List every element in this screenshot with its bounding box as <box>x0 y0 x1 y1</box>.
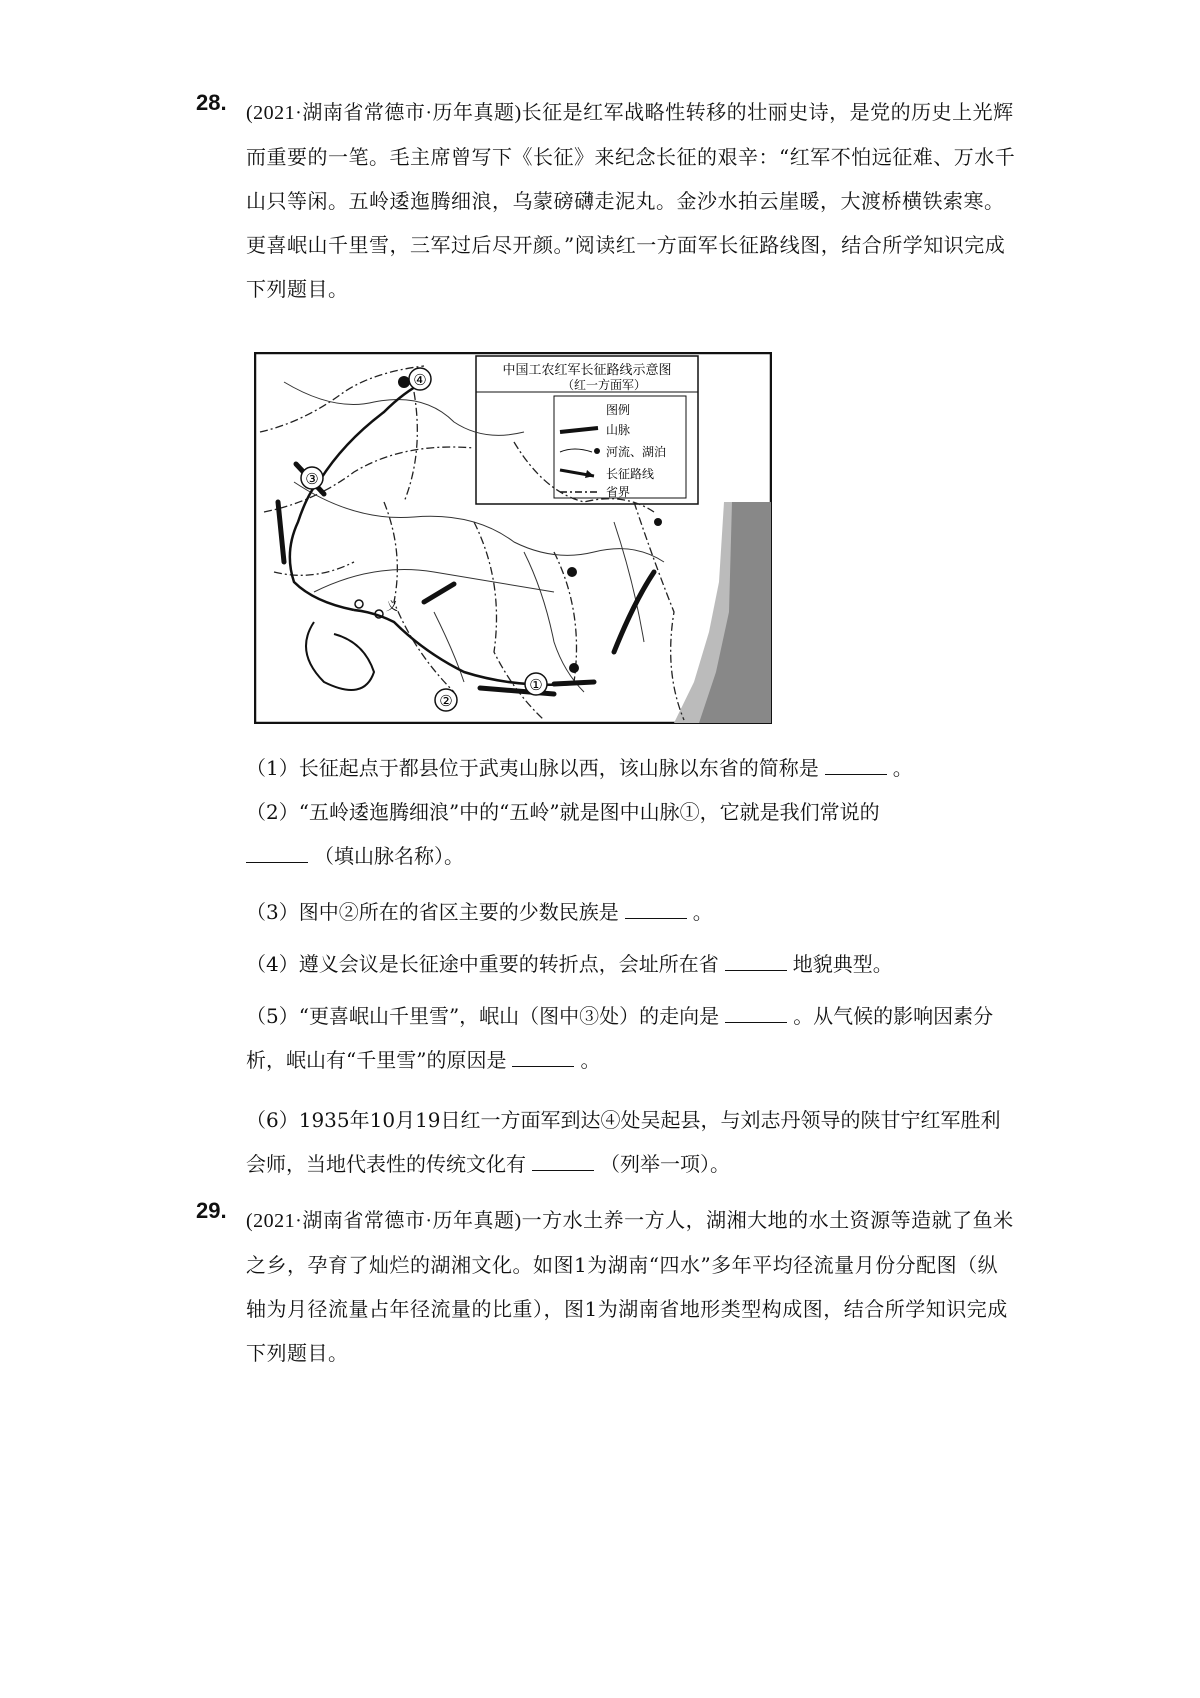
sub-question-6 <box>246 1098 1016 1186</box>
legend-item-mountain: 山脉 <box>606 423 631 437</box>
legend-lake-symbol <box>594 448 600 454</box>
question-stem <box>246 1198 1016 1375</box>
sub-question-2 <box>246 790 1016 834</box>
sub-question-text: （3）图中②所在的省区主要的少数民族是 <box>246 900 619 924</box>
question-stem-text: 一方水土养一方人，湖湘大地的水土资源等造就了鱼米之乡，孕育了灿烂的湖湘文化。如图1为湖南“四水”多年平均径流量月份分配图（纵轴为月径流量占年径流量的比重），图1为湖南省地形类型构成图，结合所学知识完成下列题目。 <box>246 1208 1014 1365</box>
map-title: 中国工农红军长征路线示意图 <box>502 363 672 378</box>
question-28 <box>196 90 1016 311</box>
question-number: 29. <box>196 1198 227 1223</box>
marker-3: ③ <box>305 470 319 488</box>
long-march-route-map <box>254 352 772 724</box>
sub-question-4 <box>246 942 1016 986</box>
legend-item-boundary: 省界 <box>606 485 631 499</box>
sub-question-text: （2）“五岭逶迤腾细浪”中的“五岭”就是图中山脉①，它就是我们常说的 <box>246 800 880 824</box>
legend-item-river: 河流、湖泊 <box>606 445 667 459</box>
answer-blank[interactable] <box>825 756 887 775</box>
answer-blank[interactable] <box>625 900 687 919</box>
sub-question-tail: 地貌典型。 <box>792 952 893 976</box>
marker-2: ② <box>439 692 453 710</box>
answer-blank[interactable] <box>532 1152 594 1171</box>
sub-question-text: （5）“更喜岷山千里雪”，岷山（图中③处）的走向是 <box>246 1004 720 1028</box>
answer-blank[interactable] <box>725 1004 787 1023</box>
sub-question-tail: 。 <box>580 1048 601 1072</box>
legend-title: 图例 <box>606 403 631 417</box>
map-subtitle: （红一方面军） <box>561 378 647 392</box>
answer-blank[interactable] <box>512 1048 574 1067</box>
sub-question-text: （4）遵义会议是长征途中重要的转折点，会址所在省 <box>246 952 719 976</box>
sub-question-2-line2 <box>246 834 1016 878</box>
sub-question-text-2: 。从气候的影响因素分析，岷山有“千里雪”的原因是 <box>246 1004 994 1072</box>
marker-1: ① <box>529 676 543 694</box>
city-label-zunyi: 义 <box>386 599 399 613</box>
answer-blank[interactable] <box>725 952 787 971</box>
question-source: (2021·湖南省常德市·历年真题) <box>246 102 522 124</box>
sub-question-tail: 。 <box>892 756 913 780</box>
sub-question-1 <box>246 746 1016 790</box>
sub-question-text: （6）1935年10月19日红一方面军到达④处吴起县，与刘志丹领导的陕甘宁红军胜利会师，当地代表性的传统文化有 <box>246 1108 1001 1176</box>
marker-4: ④ <box>413 371 427 389</box>
question-stem-text: 长征是红军战略性转移的壮丽史诗，是党的历史上光辉而重要的一笔。毛主席曾写下《长征》来纪念长征的艰辛：“红军不怕远征难、万水千山只等闲。五岭逶迤腾细浪，乌蒙磅礴走泥丸。金沙水拍云崖暖，大渡桥横铁索寒。更喜岷山千里雪，三军过后尽开颜。”阅读红一方面军长征路线图，结合所学知识完成下列题目。 <box>246 100 1016 301</box>
sub-question-tail: （填山脉名称）。 <box>314 844 464 868</box>
question-29 <box>196 1198 1016 1375</box>
sub-question-tail: （列举一项）。 <box>600 1152 730 1176</box>
sub-question-3 <box>246 890 1016 934</box>
sub-question-tail: 。 <box>692 900 713 924</box>
sub-question-text: （1）长征起点于都县位于武夷山脉以西，该山脉以东省的简称是 <box>246 756 819 780</box>
question-stem <box>246 90 1016 311</box>
legend-item-route: 长征路线 <box>606 467 655 481</box>
answer-blank[interactable] <box>246 844 308 863</box>
question-source: (2021·湖南省常德市·历年真题) <box>246 1210 522 1232</box>
sub-question-5 <box>246 994 1016 1082</box>
question-number: 28. <box>196 90 227 115</box>
